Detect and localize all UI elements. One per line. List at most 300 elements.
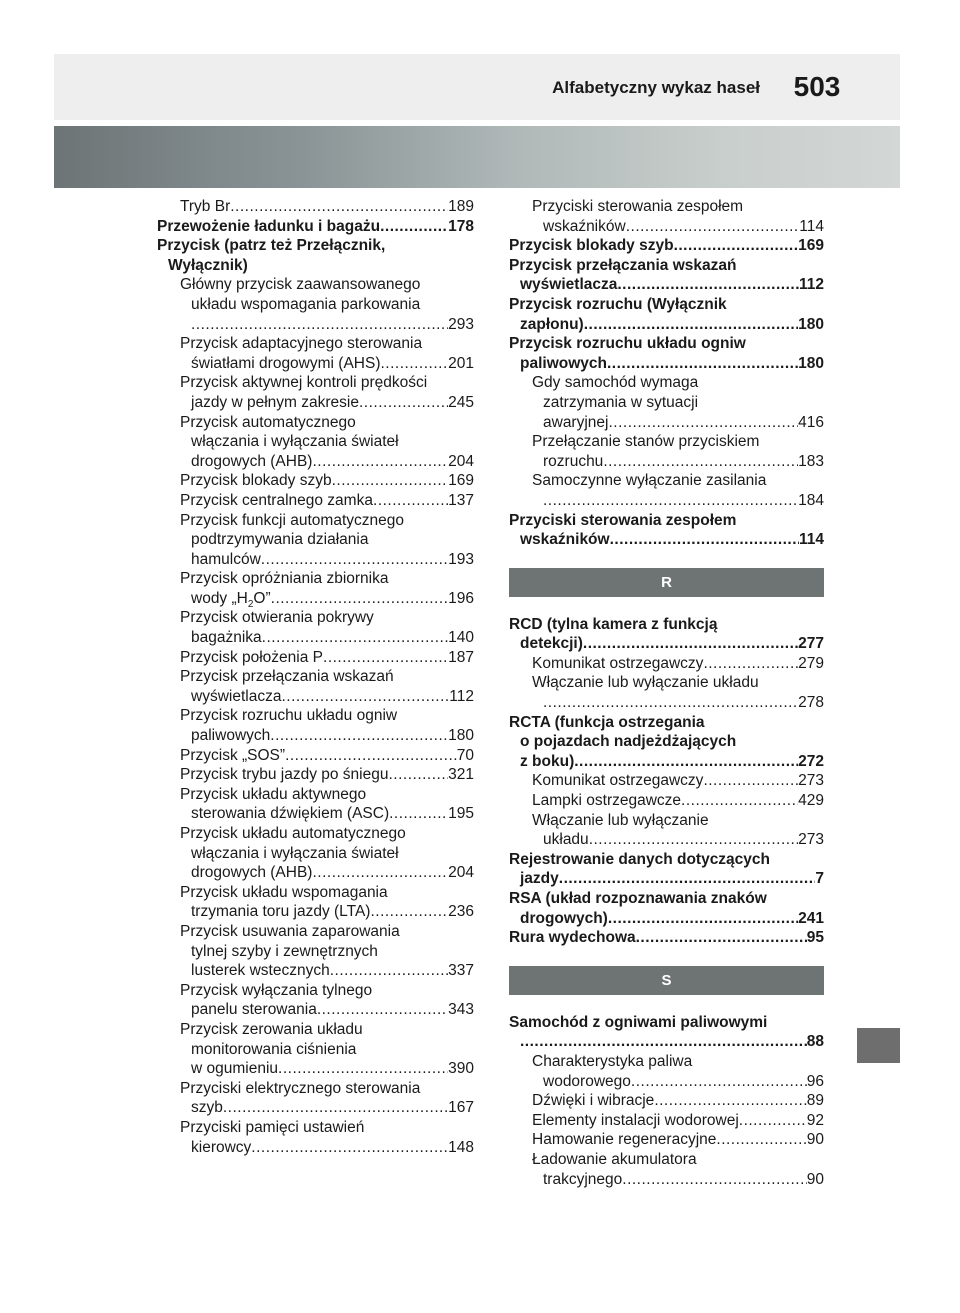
- index-entry-line: [509, 393, 824, 413]
- entry-text: [532, 1111, 739, 1131]
- index-entry-line: [157, 1079, 474, 1099]
- index-entry-line: [157, 275, 474, 295]
- dot-leader: [739, 1111, 807, 1131]
- entry-text: [191, 550, 261, 570]
- page-reference: 189: [448, 198, 474, 215]
- entry-label: Włączanie lub wyłączanie: [532, 811, 709, 829]
- entry-label: drogowych): [520, 909, 608, 927]
- dot-leader: [191, 315, 448, 335]
- dot-leader: [574, 752, 798, 772]
- entry-label: Przycisk położenia P: [180, 648, 324, 666]
- page-reference: 112: [798, 276, 824, 294]
- page-reference: 96: [806, 1072, 824, 1090]
- entry-label: trzymania toru jazdy (LTA): [191, 903, 371, 921]
- page-reference: 390: [448, 1060, 474, 1078]
- dot-leader: [285, 746, 457, 766]
- index-entry-line: [157, 726, 474, 746]
- index-entry-line: [157, 471, 474, 491]
- entry-label: Hamowanie regeneracyjne: [532, 1131, 717, 1149]
- entry-label: lusterek wstecznych: [191, 962, 330, 980]
- entry-label: Przycisk rozruchu (Wyłącznik: [509, 295, 727, 313]
- entry-text: [191, 393, 359, 413]
- index-entry-line: [157, 746, 474, 766]
- index-entry-line: [509, 511, 824, 531]
- page-reference: 90: [806, 1131, 824, 1149]
- entry-label: Tryb Br: [180, 198, 231, 215]
- entry-label-continued: O”: [253, 589, 271, 607]
- entry-label: tylnej szyby i zewnętrznych: [191, 942, 378, 960]
- entry-label: Samochód z ogniwami paliwowymi: [509, 1013, 768, 1031]
- index-entry-line: [509, 1130, 824, 1150]
- dot-leader: [230, 197, 448, 217]
- entry-label: jazdy: [520, 870, 559, 888]
- entry-label: Przewożenie ładunku i bagażu: [157, 217, 381, 235]
- page-reference: 343: [448, 1001, 474, 1019]
- entry-label: Przycisk adaptacyjnego sterowania: [180, 335, 423, 353]
- page-reference: 196: [448, 589, 474, 607]
- page-reference: 7: [815, 870, 824, 888]
- index-entry-line: [157, 785, 474, 805]
- page-reference: 89: [806, 1092, 824, 1110]
- index-entry-line: [509, 334, 824, 354]
- entry-label: Przycisk trybu jazdy po śniegu: [180, 766, 389, 784]
- dot-leader: [584, 315, 798, 335]
- entry-label: szyb: [191, 1099, 223, 1117]
- dot-leader: [607, 354, 798, 374]
- index-entry-line: [509, 713, 824, 733]
- page-reference: 169: [448, 472, 474, 490]
- entry-label: Przyciski sterowania zespołem: [509, 511, 737, 529]
- entry-label: Przyciski elektrycznego sterowania: [180, 1079, 421, 1097]
- entry-label: Rura wydechowa: [509, 929, 636, 947]
- entry-label: podtrzymywania działania: [191, 531, 369, 549]
- page-reference: 193: [448, 550, 474, 568]
- entry-text: [191, 726, 270, 746]
- entry-label: Przycisk przełączania wskazań: [509, 256, 737, 274]
- index-entry-line: [509, 315, 824, 335]
- index-entry-line: [509, 530, 824, 550]
- dot-leader: [681, 791, 798, 811]
- dot-leader: [332, 471, 449, 491]
- page-reference: 195: [448, 805, 474, 823]
- dot-leader: [388, 765, 448, 785]
- index-entry-line: [509, 909, 824, 929]
- index-entry-line: [157, 413, 474, 433]
- entry-text: [543, 1170, 622, 1190]
- index-entry-line: [157, 942, 474, 962]
- page-reference: 112: [449, 687, 474, 705]
- entry-label: Przycisk (patrz też Przełącznik,: [157, 237, 386, 255]
- page-reference: 279: [798, 654, 824, 672]
- entry-text: [543, 413, 608, 433]
- entry-label: monitorowania ciśnienia: [191, 1040, 357, 1058]
- entry-label: Przyciski sterowania zespołem: [532, 198, 744, 215]
- dot-leader: [674, 236, 799, 256]
- dot-leader: [703, 654, 798, 674]
- index-entry-line: [157, 902, 474, 922]
- index-entry-line: [509, 1150, 824, 1170]
- dot-leader: [223, 1098, 448, 1118]
- entry-text: [191, 1059, 278, 1079]
- page-reference: 180: [798, 354, 824, 372]
- entry-text: [520, 530, 610, 550]
- entry-text: [180, 648, 323, 668]
- entry-label: Przycisk rozruchu układu ogniw: [180, 707, 398, 725]
- entry-label: Przycisk centralnego zamka: [180, 491, 373, 509]
- entry-text: [180, 746, 285, 766]
- entry-text: [191, 628, 262, 648]
- index-entry-line: [509, 275, 824, 295]
- index-entry-line: [509, 928, 824, 948]
- entry-label: Przycisk opróżniania zbiornika: [180, 570, 389, 588]
- entry-text: [532, 791, 681, 811]
- page-reference: 204: [448, 452, 474, 470]
- page-reference: 272: [798, 752, 824, 770]
- index-entry-line: [509, 615, 824, 635]
- entry-text: [543, 830, 589, 850]
- entry-label: Główny przycisk zaawansowanego: [180, 276, 421, 294]
- entry-text: [543, 217, 626, 237]
- entry-label: Dźwięki i wibracje: [532, 1092, 655, 1110]
- entry-label: Lampki ostrzegawcze: [532, 792, 682, 810]
- entry-text: [520, 869, 559, 889]
- entry-label: Przycisk wyłączania tylnego: [180, 981, 373, 999]
- entry-label: bagażnika: [191, 629, 262, 647]
- dot-leader: [543, 693, 798, 713]
- entry-label: Ładowanie akumulatora: [532, 1150, 697, 1168]
- entry-label: Przycisk automatycznego: [180, 413, 356, 431]
- entry-label: Przycisk przełączania wskazań: [180, 668, 394, 686]
- entry-label: rozruchu: [543, 452, 604, 470]
- dot-leader: [281, 687, 449, 707]
- page-reference: 278: [798, 694, 824, 712]
- index-entry-line: [157, 393, 474, 413]
- page-reference: 245: [448, 393, 474, 411]
- page-reference: 95: [806, 929, 824, 947]
- index-entry-line: [509, 654, 824, 674]
- entry-label: kierowcy: [191, 1138, 252, 1156]
- entry-label: wodorowego: [543, 1072, 631, 1090]
- page-reference: 90: [806, 1170, 824, 1188]
- entry-label: zapłonu): [520, 315, 584, 333]
- entry-label: Gdy samochód wymaga: [532, 374, 699, 392]
- index-entry-line: [509, 217, 824, 237]
- entry-label: drogowych (AHB): [191, 452, 313, 470]
- index-entry-line: [509, 256, 824, 276]
- index-entry-line: [157, 844, 474, 864]
- page-reference: 180: [798, 315, 824, 333]
- index-entry-line: [509, 295, 824, 315]
- entry-text: [157, 217, 380, 237]
- dot-leader: [703, 771, 798, 791]
- entry-label: Elementy instalacji wodorowej: [532, 1111, 739, 1129]
- entry-label: drogowych (AHB): [191, 864, 313, 882]
- index-entry-line: [509, 432, 824, 452]
- entry-text: [532, 1091, 654, 1111]
- dot-leader: [543, 491, 798, 511]
- index-entry-line: [157, 804, 474, 824]
- entry-label: Wyłącznik): [168, 256, 248, 274]
- entry-text: [520, 275, 617, 295]
- dot-leader: [373, 491, 448, 511]
- entry-label: Przycisk układu aktywnego: [180, 785, 367, 803]
- dot-leader: [251, 1138, 448, 1158]
- entry-text: [532, 771, 703, 791]
- entry-label: RCD (tylna kamera z funkcją: [509, 615, 718, 633]
- dot-leader: [278, 1059, 448, 1079]
- index-entry-line: [509, 791, 824, 811]
- index-entry-line: [509, 830, 824, 850]
- page-reference: 183: [798, 452, 824, 470]
- entry-label: wody „H: [191, 589, 248, 607]
- index-entry-line: [509, 634, 824, 654]
- dot-leader: [370, 902, 448, 922]
- index-entry-line: [157, 217, 474, 237]
- index-entry-line: [157, 1000, 474, 1020]
- entry-text: [191, 863, 312, 883]
- dot-leader: [380, 217, 448, 237]
- dot-leader: [608, 909, 798, 929]
- page-reference: 180: [448, 727, 474, 745]
- index-entry-line: [509, 752, 824, 772]
- dot-leader: [323, 648, 448, 668]
- entry-label: Charakterystyka paliwa: [532, 1052, 693, 1070]
- dot-leader: [716, 1130, 806, 1150]
- index-entry-line: [157, 1059, 474, 1079]
- index-entry-line: [509, 197, 824, 217]
- entry-text: [191, 1138, 251, 1158]
- page-reference: 178: [448, 217, 474, 235]
- dot-leader: [559, 869, 816, 889]
- entry-label: z boku): [520, 752, 575, 770]
- index-entry-line: [509, 811, 824, 831]
- entry-text: [543, 452, 603, 472]
- index-entry-line: [157, 824, 474, 844]
- entry-label: Przycisk rozruchu układu ogniw: [509, 335, 746, 353]
- index-entry-line: [157, 589, 474, 609]
- index-entry-line: [157, 863, 474, 883]
- running-header-title: Alfabetyczny wykaz haseł: [552, 78, 760, 97]
- entry-text: [532, 654, 703, 674]
- index-entry-line: [509, 413, 824, 433]
- index-entry-line: [157, 354, 474, 374]
- page-reference: 148: [448, 1138, 474, 1156]
- entry-label: jazdy w pełnym zakresie: [191, 393, 359, 411]
- entry-text: [180, 471, 332, 491]
- page-reference: 236: [448, 903, 474, 921]
- entry-label: Włączanie lub wyłączanie układu: [532, 674, 759, 692]
- dot-leader: [520, 1032, 807, 1052]
- entry-label: zatrzymania w sytuacji: [543, 393, 699, 411]
- index-entry-line: [509, 732, 824, 752]
- dot-leader: [271, 589, 448, 609]
- index-column-right: [509, 197, 824, 1189]
- dot-leader: [312, 452, 448, 472]
- entry-label: Przełączanie stanów przyciskiem: [532, 433, 760, 451]
- page-reference: 92: [806, 1111, 824, 1129]
- entry-label: Przycisk zerowania układu: [180, 1020, 363, 1038]
- dot-leader: [603, 452, 798, 472]
- entry-label: Przyciski pamięci ustawień: [180, 1118, 365, 1136]
- index-entry-line: [509, 1013, 824, 1033]
- index-entry-line: [509, 1072, 824, 1092]
- dot-leader: [610, 530, 799, 550]
- chapter-thumb-tab: [857, 1028, 900, 1063]
- index-entry-line: [157, 1098, 474, 1118]
- page-reference: 416: [798, 413, 824, 431]
- dot-leader: [631, 1072, 807, 1092]
- entry-text: [191, 1000, 317, 1020]
- page-reference: 273: [798, 772, 824, 790]
- index-entry-line: [509, 471, 824, 491]
- entry-text: [543, 1072, 631, 1092]
- decorative-gradient-band: [54, 126, 900, 188]
- entry-text: [191, 589, 271, 609]
- index-entry-line: [157, 687, 474, 707]
- dot-leader: [261, 550, 448, 570]
- dot-leader: [330, 961, 448, 981]
- entry-text: [191, 687, 281, 707]
- index-entry-line: [157, 491, 474, 511]
- entry-label: Komunikat ostrzegawczy: [532, 654, 704, 672]
- entry-label: RSA (układ rozpoznawania znaków: [509, 890, 767, 907]
- index-entry-line: [157, 922, 474, 942]
- dot-leader: [617, 275, 799, 295]
- index-entry-line: [509, 1111, 824, 1131]
- page-reference: 337: [448, 962, 474, 980]
- page-reference: 187: [448, 648, 474, 666]
- entry-label: wskaźników: [543, 217, 626, 235]
- entry-label: awaryjnej: [543, 413, 609, 431]
- page-reference: 241: [798, 909, 824, 927]
- dot-leader: [583, 634, 798, 654]
- page-reference: 201: [448, 354, 474, 372]
- index-entry-line: [157, 1040, 474, 1060]
- dot-leader: [317, 1000, 448, 1020]
- index-entry-line: [157, 530, 474, 550]
- page-reference: 293: [448, 315, 474, 333]
- page-reference: 277: [798, 635, 824, 653]
- index-entry-line: [509, 693, 824, 713]
- index-entry-line: [157, 550, 474, 570]
- entry-label: Przycisk blokady szyb: [509, 237, 674, 255]
- index-entry-line: [509, 354, 824, 374]
- page-reference: 184: [798, 491, 824, 509]
- entry-label: włączania i wyłączania świateł: [191, 844, 399, 862]
- entry-label: paliwowych: [191, 727, 271, 745]
- index-entry-line: [509, 236, 824, 256]
- entry-text: [191, 354, 380, 374]
- page-reference: 140: [448, 629, 474, 647]
- page-reference: 137: [448, 491, 474, 509]
- entry-label: Przycisk otwierania pokrywy: [180, 609, 374, 627]
- entry-label: w ogumieniu: [191, 1060, 279, 1078]
- index-entry-line: [157, 295, 474, 315]
- dot-leader: [636, 928, 807, 948]
- entry-label: sterowania dźwiękiem (ASC): [191, 805, 390, 823]
- page-reference: 429: [798, 792, 824, 810]
- entry-label: Przycisk układu wspomagania: [180, 883, 388, 901]
- index-entry-line: [509, 673, 824, 693]
- page-reference: 204: [448, 864, 474, 882]
- index-entry-line: [157, 197, 474, 217]
- page-number: 503: [793, 71, 841, 102]
- page-reference: 70: [456, 746, 474, 764]
- entry-text: [520, 315, 584, 335]
- dot-leader: [654, 1091, 806, 1111]
- entry-label: wyświetlacza: [191, 687, 282, 705]
- index-entry-line: [157, 511, 474, 531]
- dot-leader: [389, 804, 448, 824]
- entry-text: [180, 491, 373, 511]
- entry-text: [191, 452, 312, 472]
- page-reference: 167: [448, 1099, 474, 1117]
- dot-leader: [359, 393, 448, 413]
- index-entry-line: [157, 667, 474, 687]
- entry-label: włączania i wyłączania świateł: [191, 433, 399, 451]
- index-entry-line: [157, 256, 474, 276]
- index-entry-line: [509, 491, 824, 511]
- index-entry-line: [157, 315, 474, 335]
- index-entry-line: [509, 1170, 824, 1190]
- dot-leader: [622, 1170, 806, 1190]
- entry-text: [191, 961, 330, 981]
- index-entry-line: [157, 883, 474, 903]
- entry-text: [191, 804, 389, 824]
- entry-text: [520, 909, 608, 929]
- page-reference: 273: [798, 831, 824, 849]
- index-entry-line: [509, 771, 824, 791]
- page-reference: 321: [448, 766, 474, 784]
- dot-leader: [312, 863, 448, 883]
- entry-label: Przycisk układu automatycznego: [180, 825, 406, 842]
- entry-label: panelu sterowania: [191, 1001, 317, 1019]
- entry-label: Samoczynne wyłączanie zasilania: [532, 472, 767, 490]
- subscript: 2: [247, 598, 254, 610]
- index-entry-line: [157, 706, 474, 726]
- dot-leader: [270, 726, 448, 746]
- entry-label: hamulców: [191, 550, 261, 568]
- entry-label: RCTA (funkcja ostrzegania: [509, 713, 705, 731]
- index-entry-line: [157, 981, 474, 1001]
- dot-leader: [380, 354, 448, 374]
- index-entry-line: [157, 432, 474, 452]
- page-reference: 114: [798, 531, 824, 549]
- dot-leader: [262, 628, 448, 648]
- entry-text: [191, 902, 370, 922]
- index-entry-line: [509, 889, 824, 909]
- entry-text: [509, 236, 674, 256]
- entry-text: [180, 765, 388, 785]
- section-letter-bar: R: [509, 568, 824, 597]
- entry-label: układu: [543, 831, 589, 849]
- index-entry-line: [157, 334, 474, 354]
- entry-label: Przycisk funkcji automatycznego: [180, 511, 404, 529]
- index-entry-line: [157, 765, 474, 785]
- index-entry-line: [157, 1020, 474, 1040]
- page-reference: 114: [799, 217, 824, 235]
- index-column-left: [157, 197, 474, 1157]
- index-entry-line: [157, 961, 474, 981]
- entry-label: wskaźników: [520, 531, 610, 549]
- entry-label: o pojazdach nadjeżdżających: [520, 733, 737, 751]
- entry-label: układu wspomagania parkowania: [191, 295, 421, 313]
- entry-text: [520, 634, 583, 654]
- index-entry-line: [157, 608, 474, 628]
- index-entry-line: [157, 628, 474, 648]
- index-entry-line: [157, 373, 474, 393]
- page-reference: 88: [806, 1033, 824, 1051]
